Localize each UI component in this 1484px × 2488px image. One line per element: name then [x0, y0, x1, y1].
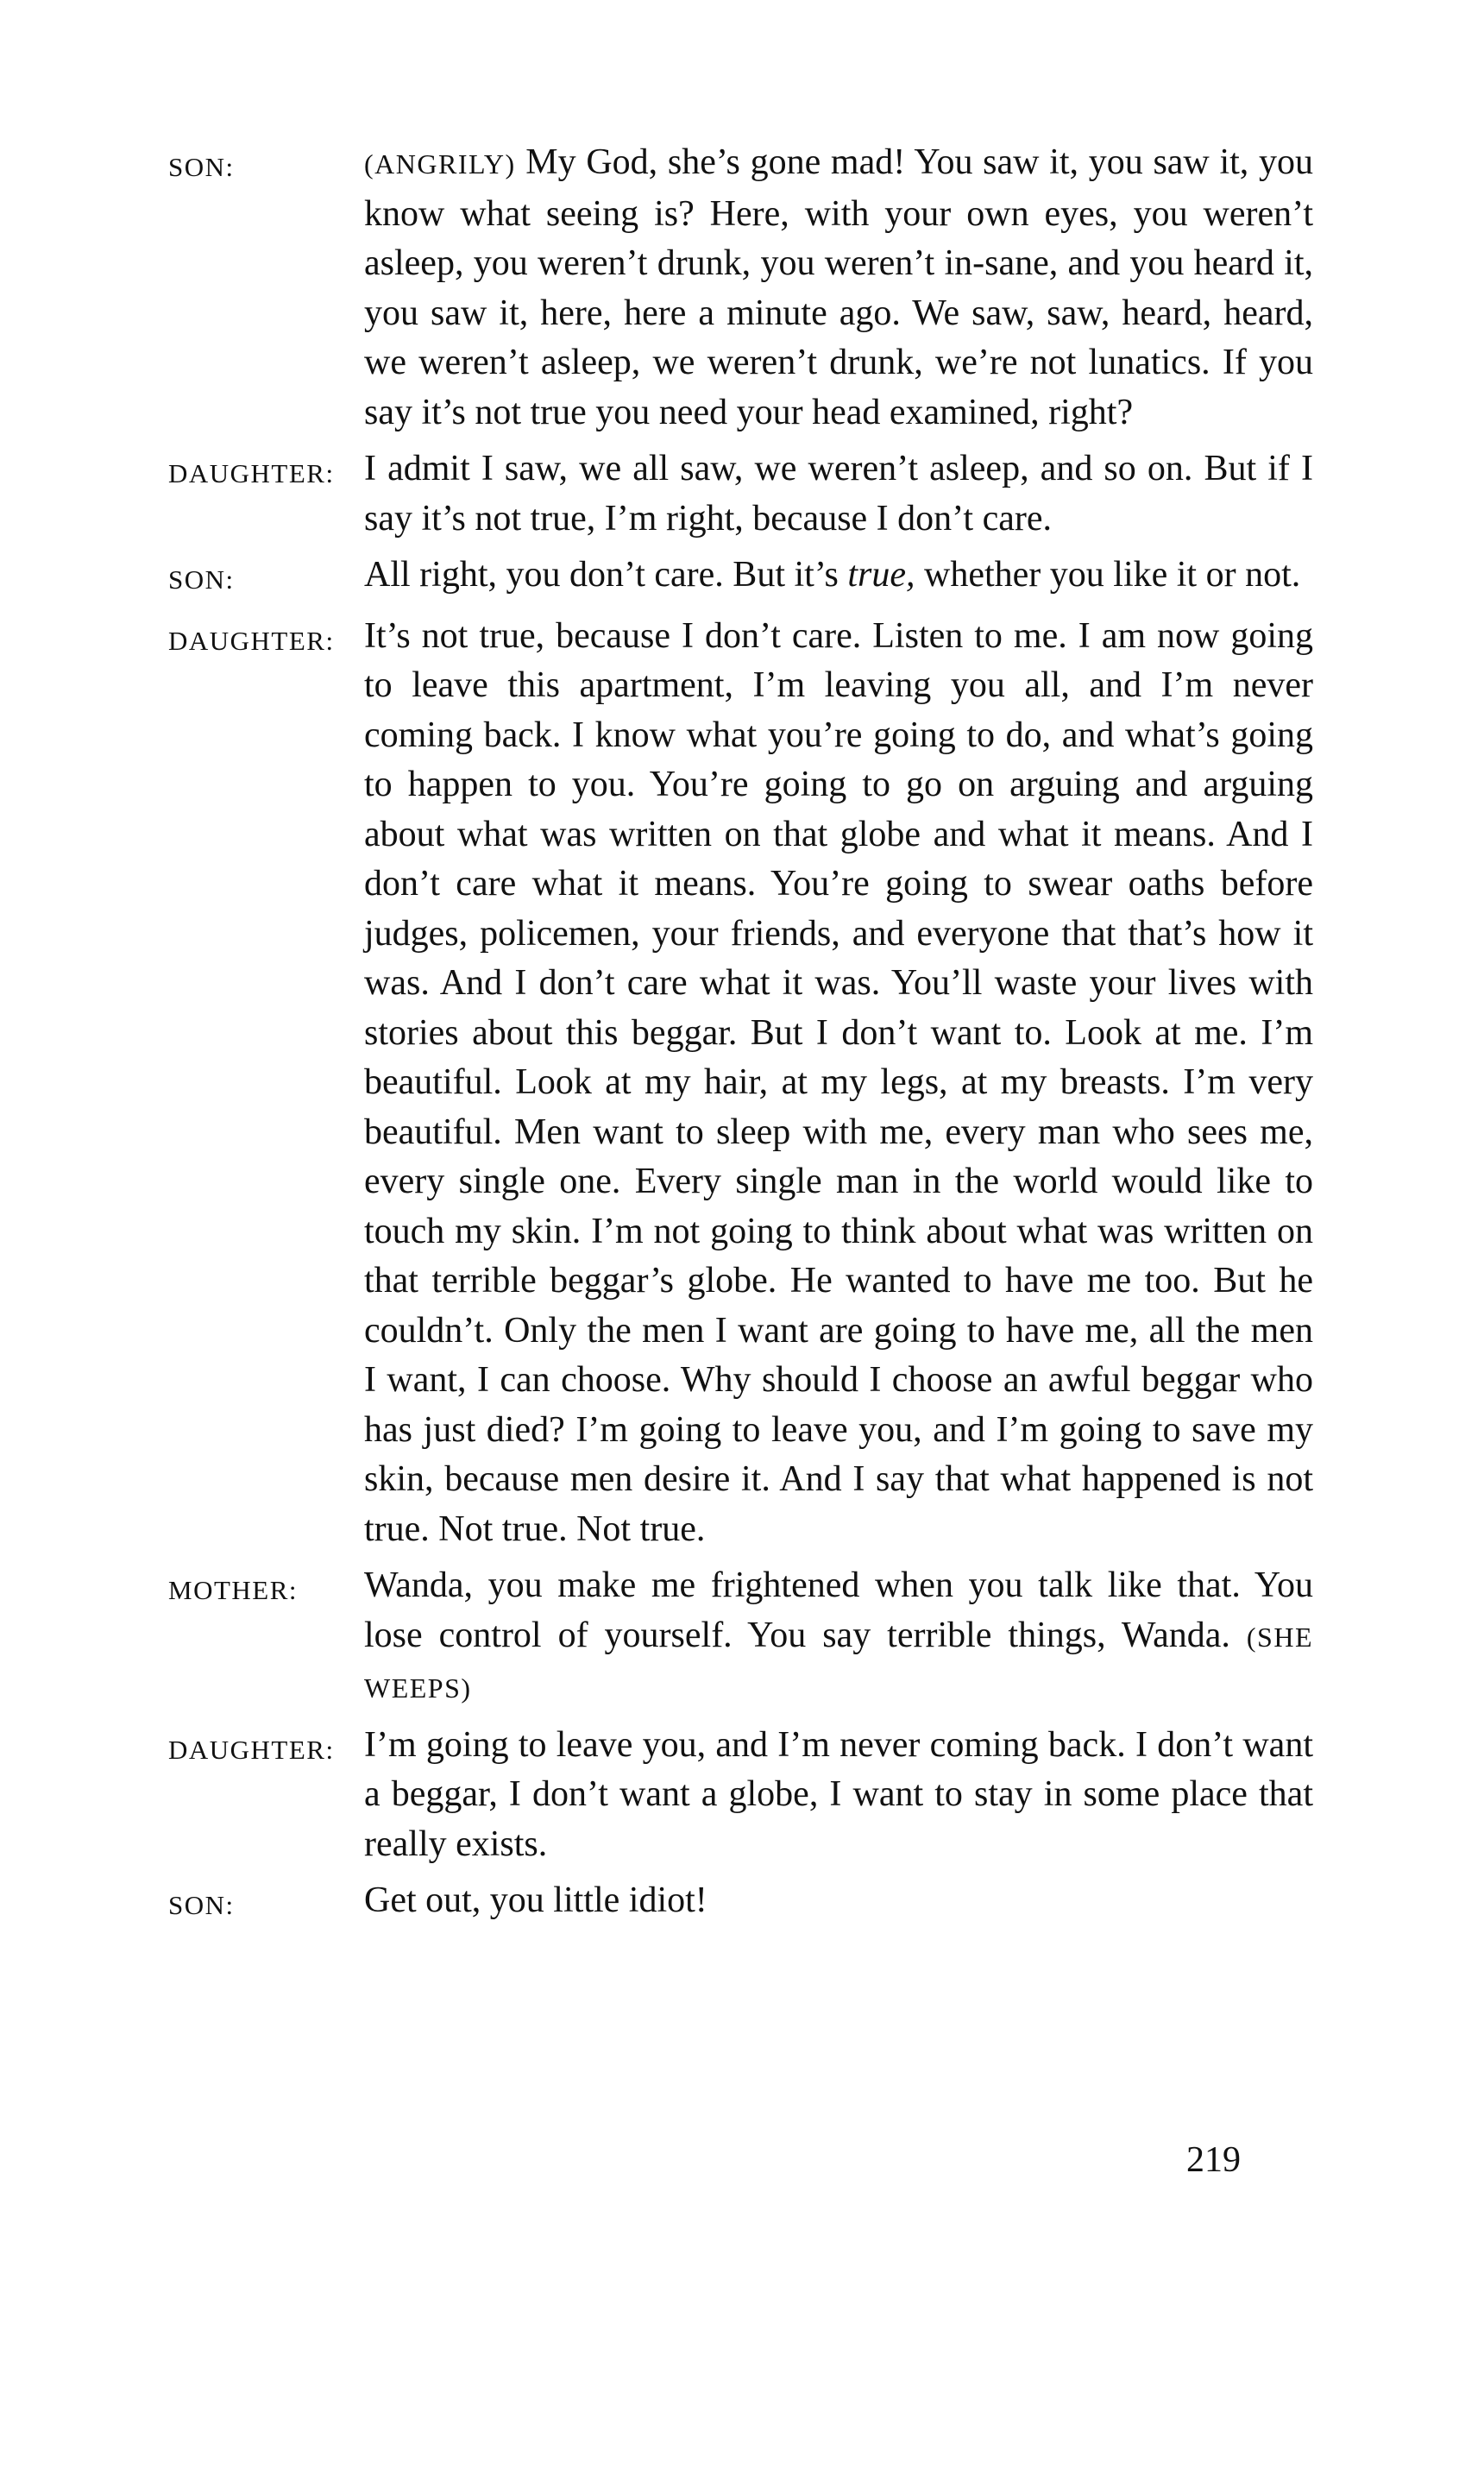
- speech-content: It’s not true, because I don’t care. Listen to me. I am now going to leave this apartment, I’m leaving you all, and I’m never coming back. I know what you’re going to do, and what’s going to happen to you. You’re going to go on arguing and arguing about what was written on that globe and what it means. And I don’t care what it means. You’re going to swear oaths before judges, policemen, your friends, and everyone that that’s how it was. And I don’t care what it was. You’ll waste your lives with stories about this beggar. But I don’t want to. Look at me. I’m beautiful. Look at my hair, at my legs, at my breasts. I’m very beautiful. Men want to sleep with me, every man who sees me, every single one. Every single man in the world would like to touch my skin. I’m not going to think about what was written on that terrible beggar’s globe. He wanted to have me too. But he couldn’t. Only the men I want are going to have me, all the men I want, I can choose. Why should I choose an awful beggar who has just died? I’m going to leave you, and I’m going to save my skin, because men desire it. And I say that what happened is not true. Not true. Not true.: [364, 615, 1313, 1549]
- speech-content: I admit I saw, we all saw, we weren’t asleep, and so on. But if I say it’s not true, I’m right, because I don’t care.: [364, 449, 1313, 539]
- dialogue-entry: [168, 1561, 1324, 1714]
- speech-text: [364, 138, 1313, 438]
- dialogue-entry: [168, 1721, 1324, 1870]
- speech-text: [364, 1561, 1313, 1714]
- speaker-label: SON:: [168, 564, 235, 595]
- speech-content: All right, you don’t care. But it’s: [364, 555, 839, 595]
- emphasized-word: true,: [847, 555, 915, 595]
- dialogue-entry: [168, 138, 1324, 438]
- speech-text: [364, 444, 1313, 544]
- speech-text: [364, 612, 1313, 1555]
- speaker-label: SON:: [168, 152, 235, 182]
- page-number: 219: [1186, 2140, 1241, 2180]
- speaker-label: MOTHER:: [168, 1575, 298, 1605]
- speech-text: [364, 1721, 1313, 1870]
- dialogue-entry: [168, 612, 1324, 1555]
- speech-text: [364, 551, 1313, 601]
- speaker-label: DAUGHTER:: [168, 458, 335, 488]
- speaker-label: DAUGHTER:: [168, 625, 335, 656]
- speech-content: Wanda, you make me frightened when you talk like that. You lose control of yourself. You say terrible things, Wanda.: [364, 1565, 1313, 1655]
- stage-direction: (ANGRILY): [364, 148, 516, 180]
- dialogue-entry: [168, 444, 1324, 544]
- speech-content: My God, she’s gone mad! You saw it, you saw it, you know what seeing is? Here, with your own eyes, you weren’t asleep, you weren’t drunk, you weren’t in-sane, and you heard it, you saw it, here, here a minute ago. We saw, saw, heard, heard, we weren’t asleep, we weren’t drunk, we’re not lunatics. If you say it’s not true you need your head examined, right?: [364, 142, 1313, 432]
- speech-text: [364, 1876, 1313, 1926]
- speech-content: Get out, you little idiot!: [364, 1880, 707, 1920]
- play-script: [168, 138, 1324, 1937]
- speaker-label: SON:: [168, 1890, 235, 1920]
- speaker-label: DAUGHTER:: [168, 1734, 335, 1765]
- stage-direction: (SHE WEEPS): [364, 1621, 1313, 1704]
- speech-content: I’m going to leave you, and I’m never coming back. I don’t want a beggar, I don’t want a globe, I want to stay in some place that really exists.: [364, 1724, 1313, 1864]
- speech-content: whether you like it or not.: [924, 555, 1301, 595]
- dialogue-entry: [168, 1876, 1324, 1931]
- dialogue-entry: [168, 551, 1324, 605]
